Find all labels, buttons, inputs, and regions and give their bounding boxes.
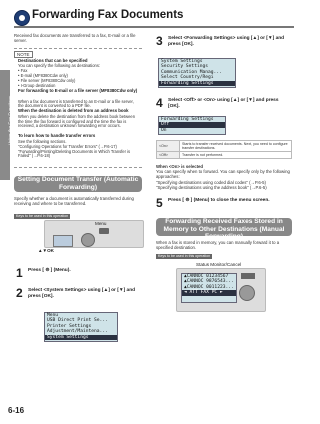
lcd-job-item[interactable]: ▲CANNOC 01234567 [184, 274, 229, 279]
manual-forward-section-header [156, 218, 292, 240]
step-number: 5 [156, 196, 163, 210]
auto-forward-desc: Specify whether a document is automatically transferred during receiving and where to be transferred. [14, 196, 134, 207]
step-text: Press [ ⊚ ] (Menu) to close the menu screen. [168, 198, 270, 203]
step-number: 3 [156, 34, 163, 48]
note-text: • Fax [18, 68, 28, 74]
options-table [156, 140, 292, 159]
when-on-text: You can specify when to forward. You can specify only by the following approaches: [156, 169, 290, 180]
lcd-forwarding-screen [158, 116, 226, 135]
note-text: When a fax document is transferred to an E-mail or a file server, the document is converted to a PDF file. [18, 98, 134, 109]
lcd-forward-option[interactable]: On [161, 127, 167, 133]
page-header [14, 8, 294, 26]
note-text: See the following sections. [18, 138, 67, 144]
chapter-side-label: Using the Fax Functions [7, 95, 13, 146]
when-on-heading: When <On> is selected [156, 164, 204, 169]
option-desc: Starts to transfer received documents. Next, you need to configure transfer destinations. [180, 141, 292, 152]
status-monitor-label: Status Monitor/Cancel [196, 262, 242, 267]
note-text: You can specify the following as destinations: [18, 63, 101, 69]
lcd-job-list [181, 273, 237, 303]
step-number: 4 [156, 96, 163, 110]
status-monitor-key-icon[interactable] [241, 273, 255, 279]
lcd-forwarding-title: Forwarding Settings [161, 117, 214, 122]
lcd-menu-title: Menu [47, 313, 59, 318]
lcd-job-item[interactable]: ▲CANNOC 9876543... [184, 279, 234, 285]
note-text: "Forwarding/Printing/Deleting Documents in Which Transfer is Failed" (→P.6-18) [18, 148, 131, 159]
panel-display-icon [53, 235, 73, 247]
lcd-system-item[interactable]: Security Settings [161, 64, 209, 70]
lcd-forward-option[interactable]: Off [159, 122, 225, 127]
option-key: <Off> [157, 152, 180, 159]
note-text: "Configuring Operations for Transfer Errors" (→P.6-17) [18, 143, 117, 149]
step-number: 1 [16, 266, 23, 280]
note-box [14, 48, 142, 168]
lcd-system-settings-screen [158, 58, 236, 88]
keys-badge: Keys to be used in this operation [16, 214, 69, 218]
note-heading: For forwarding to E-mail or a file server (MF8380Cdw only) [18, 88, 138, 94]
auto-forward-section-title: Setting Document Transfer (Automatic Forwarding) [17, 176, 139, 191]
note-text: • I-Group destination [18, 83, 56, 89]
when-on-link[interactable]: "Specifying destinations using coded dial codes" (→P.6-5) [156, 179, 266, 185]
note-text: • E-mail (MF8380Cdw only) [18, 73, 68, 79]
note-heading: Destinations that can be specified [18, 58, 88, 63]
lcd-system-item[interactable]: Select Country/Regi [161, 75, 214, 81]
menu-key-icon[interactable] [99, 228, 109, 234]
lcd-menu-item[interactable]: USB Direct Print Se... [47, 318, 108, 324]
step-text: Select <System Settings> using [▲] or [▼] and press [OK]. [28, 288, 136, 299]
lcd-system-item[interactable]: Communication Manag... [161, 69, 222, 75]
note-heading: To learn how to handle transfer errors [18, 133, 96, 139]
step-number: 2 [16, 286, 23, 300]
lcd-menu-item[interactable]: Adjustment/Maintena... [47, 329, 108, 335]
keys-badge-2: Keys to be used in this operation [158, 254, 211, 258]
auto-forward-section-header [14, 176, 142, 192]
page-title: Forwarding Fax Documents [32, 9, 184, 21]
lcd-job-item[interactable]: ▲CANNOC 0011223... [184, 284, 234, 290]
navigation-dial-icon[interactable] [81, 233, 95, 247]
control-panel-illustration-2 [176, 268, 266, 312]
step-text: Select <Off> or <On> using [▲] or [▼] and press [OK]. [168, 98, 279, 109]
options-row [157, 141, 292, 152]
manual-forward-desc: When a fax is stored in memory, you can manually forward it to a specified destination. [156, 240, 280, 251]
manual-forward-section-title: Forwarding Received Faxes Stored in Memory to Other Destinations (Manual Forwarding) [163, 218, 285, 240]
lcd-menu-item[interactable]: Printer Settings [47, 323, 92, 329]
option-key: <On> [157, 141, 180, 152]
note-text: When you delete the destination from the address book between the time the fax forward is configured and the time the fax is received, a destination unknown forwarding error occurs. [18, 113, 135, 129]
lcd-system-title: System Settings [161, 59, 203, 64]
page-number: 6-16 [8, 406, 25, 415]
section-bullet-icon [14, 10, 30, 26]
control-panel-illustration [44, 220, 144, 248]
intro-text: Received fax documents are transferred to a fax, E-mail or a file server. [14, 33, 136, 44]
step-text: Select <Forwarding Settings> using [▲] or [▼] and press [OK]. [168, 36, 285, 47]
lcd-menu-screen [44, 312, 118, 342]
navigation-dial-icon-2[interactable] [239, 285, 255, 301]
lcd-menu-item[interactable]: System Settings [45, 335, 117, 340]
ok-key-label: ▲▼OK [38, 248, 54, 253]
when-on-link[interactable]: "Specifying destinations using the address book" (→P.6-5) [156, 184, 267, 190]
options-row [157, 152, 292, 159]
step-text: Press [ ⊚ ] (Menu). [28, 268, 71, 273]
header-rule [14, 26, 294, 28]
note-label: NOTE [14, 51, 33, 58]
menu-key-label: Menu [95, 221, 107, 226]
note-text: • File server (MF8380Cdw only) [18, 78, 76, 84]
note-heading: When the destination is deleted from an address book [18, 108, 129, 114]
lcd-system-item[interactable]: Forwarding Settings [159, 81, 235, 86]
option-desc: Transfer is not performed. [180, 152, 292, 159]
lcd-job-footer: ◄ ATT FAX PC ► [182, 290, 236, 295]
when-on-block [156, 164, 292, 190]
